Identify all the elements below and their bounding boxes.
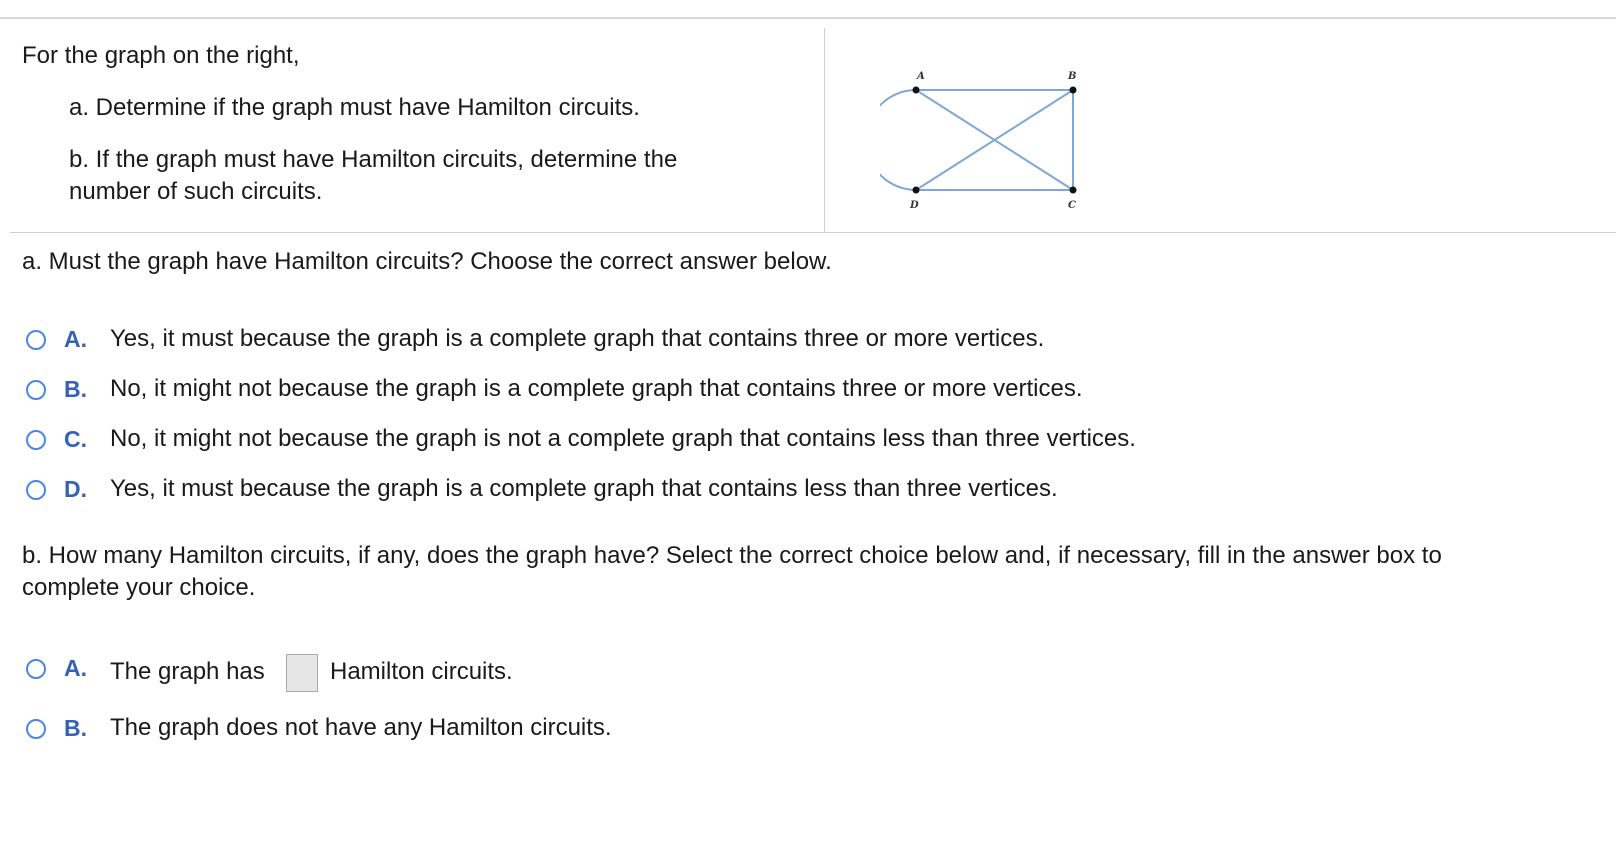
part-a-prompt: a. Must the graph have Hamilton circuits? Choose the correct answer below. (22, 248, 832, 275)
question-intro: For the graph on the right, (22, 42, 300, 69)
choice-text: Yes, it must because the graph is a complete graph that contains less than three vertices. (110, 475, 1058, 502)
question-part-b-line1: b. If the graph must have Hamilton circuits, determine the (69, 146, 678, 173)
choice-text: The graph does not have any Hamilton circuits. (110, 714, 612, 741)
radio-button[interactable] (26, 659, 46, 679)
part-b-choice-a[interactable] (26, 652, 513, 685)
vertex-d (913, 187, 920, 194)
choice-text: No, it might not because the graph is not a complete graph that contains less than three vertices. (110, 425, 1136, 452)
answer-input-box[interactable] (286, 654, 318, 692)
choice-letter: A. (64, 326, 87, 352)
vertex-label-b: B (1068, 71, 1077, 82)
choice-text-before: The graph has (110, 658, 265, 685)
question-part-a: a. Determine if the graph must have Hamilton circuits. (69, 94, 640, 121)
part-b-prompt-line2: complete your choice. (22, 574, 256, 601)
choice-letter: A. (64, 655, 87, 681)
vertex-a (913, 87, 920, 94)
choice-letter: B. (64, 715, 87, 741)
graph-figure (880, 60, 1090, 220)
vertex-label-c: C (1068, 200, 1076, 211)
vertex-b (1070, 87, 1077, 94)
vertex-label-d: D (910, 200, 919, 211)
part-a-choice-c[interactable] (26, 423, 1136, 455)
choice-text-after: Hamilton circuits. (330, 658, 513, 685)
radio-button[interactable] (26, 380, 46, 400)
part-a-choice-b[interactable] (26, 373, 1083, 405)
part-a-choice-a[interactable] (26, 323, 1045, 355)
radio-button[interactable] (26, 480, 46, 500)
edge-a-d-curve (880, 90, 916, 190)
choice-letter: D. (64, 476, 87, 502)
radio-button[interactable] (26, 719, 46, 739)
radio-button[interactable] (26, 430, 46, 450)
part-b-prompt-line1: b. How many Hamilton circuits, if any, does the graph have? Select the correct choice below and, if necessary, fill in the answer box to (22, 542, 1442, 569)
choice-text: Yes, it must because the graph is a complete graph that contains three or more vertices. (110, 325, 1045, 352)
vertex-label-a: A (917, 71, 925, 82)
vertical-divider (824, 28, 825, 232)
vertex-c (1070, 187, 1077, 194)
part-a-choice-d[interactable] (26, 473, 1058, 505)
choice-text: No, it might not because the graph is a complete graph that contains three or more vertices. (110, 375, 1083, 402)
choice-letter: B. (64, 376, 87, 402)
top-divider (0, 17, 1616, 19)
graph-edges (880, 90, 1073, 190)
section-divider (10, 232, 1616, 233)
radio-button[interactable] (26, 330, 46, 350)
question-part-b-line2: number of such circuits. (69, 178, 323, 205)
choice-letter: C. (64, 426, 87, 452)
part-b-choice-b[interactable] (26, 712, 612, 744)
